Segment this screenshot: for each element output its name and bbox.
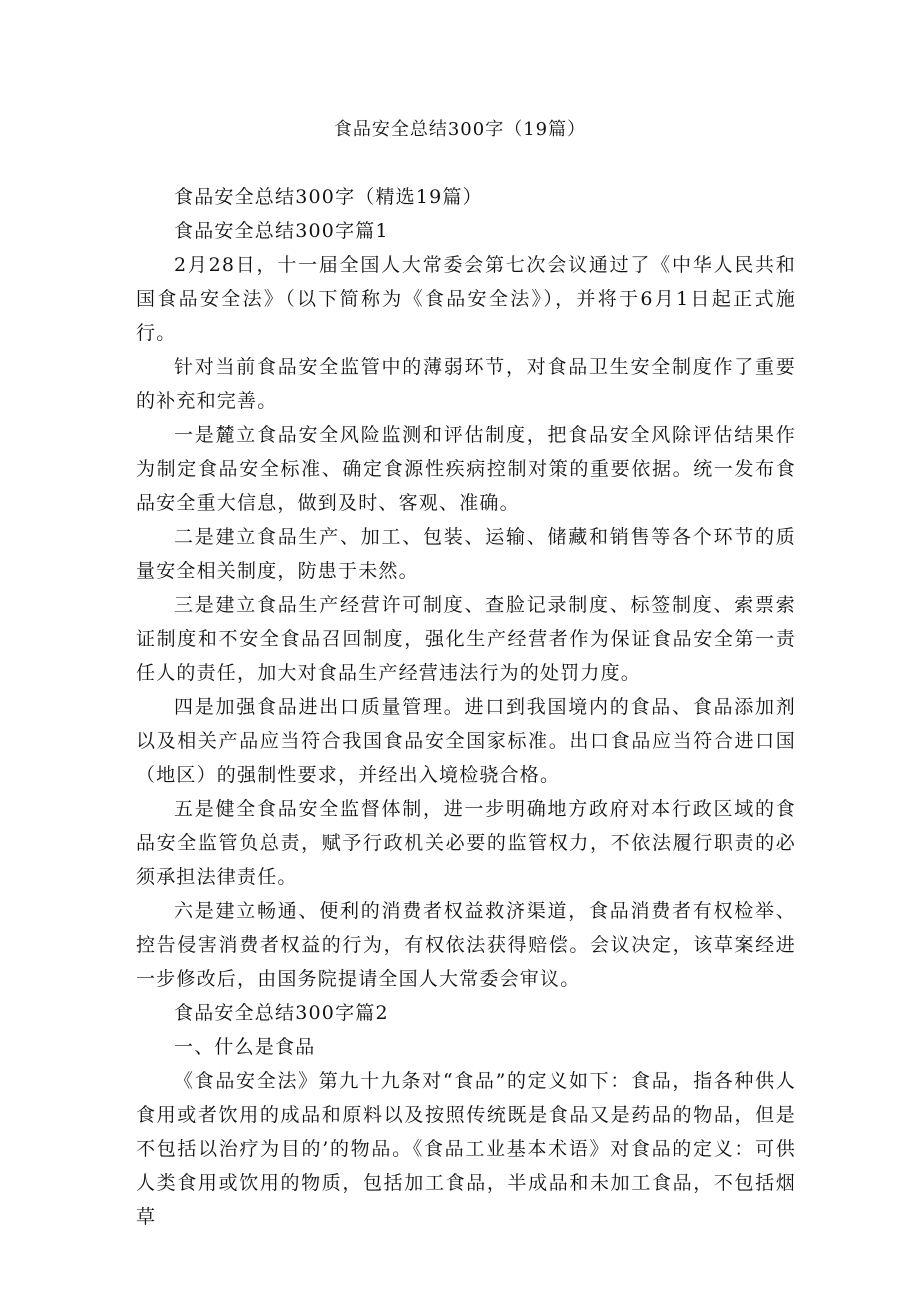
paragraph: 一、什么是食品 xyxy=(174,1036,316,1058)
paragraph: 六是建立畅通、便利的消费者权益救济渠道，食品消费者有权检举、控告侵害消费者权益的行为，有权依法获得赔偿。会议决定，该草案经进一步修改后，由国务院提请全国人大常委会审议。 xyxy=(136,900,796,990)
paragraph: 针对当前食品安全监管中的薄弱环节，对食品卫生安全制度作了重要的补充和完善。 xyxy=(136,356,796,412)
paragraph: 三是建立食品生产经营许可制度、查脸记录制度、标签制度、索票索证制度和不安全食品召回制度，强化生产经营者作为保证食品安全第一责任人的责任，加大对食品生产经营违法行为的处罚力度。 xyxy=(136,594,796,684)
paragraph: 《食品安全法》第九十九条对“食品”的定义如下：食品，指各种供人食用或者饮用的成品和原料以及按照传统既是食品又是药品的物品，但是不包括以治疗为目的’的物品。《食品工业基本术语》对食品的定义：可供人类食用或饮用的物质，包括加工食品，半成品和未加工食品，不包括烟草 xyxy=(136,1070,796,1228)
paragraph: 二是建立食品生产、加工、包装、运输、储藏和销售等各个环节的质量安全相关制度，防患于未然。 xyxy=(136,526,796,582)
document-body xyxy=(136,180,796,1234)
paragraph: 四是加强食品进出口质量管理。进口到我国境内的食品、食品添加剂以及相关产品应当符合我国食品安全国家标准。出口食品应当符合进口国（地区）的强制性要求，并经出入境检骁合格。 xyxy=(136,696,796,786)
paragraph: 五是健全食品安全监督体制，进一步明确地方政府对本行政区域的食品安全监管负总责，赋予行政机关必要的监管权力，不依法履行职责的必须承担法律责任。 xyxy=(136,798,796,888)
paragraph: 一是麓立食品安全风险监测和评估制度，把食品安全风除评估结果作为制定食品安全标准、确定食源性疾病控制对策的重要依据。统一发布食品安全重大信息，做到及时、客观、准确。 xyxy=(136,424,796,514)
paragraph: 食品安全总结300字篇2 xyxy=(174,1002,389,1024)
paragraph: 食品安全总结300字（精选19篇） xyxy=(174,186,483,208)
document-title: 食品安全总结300字（19篇） xyxy=(333,119,587,140)
paragraph: 2月28日，十一届全国人大常委会第七次会议通过了《中华人民共和国食品安全法》（以下简称为《食品安全法》），并将于6月1日起正式施行。 xyxy=(136,254,796,344)
paragraph: 食品安全总结300字篇1 xyxy=(174,220,389,242)
